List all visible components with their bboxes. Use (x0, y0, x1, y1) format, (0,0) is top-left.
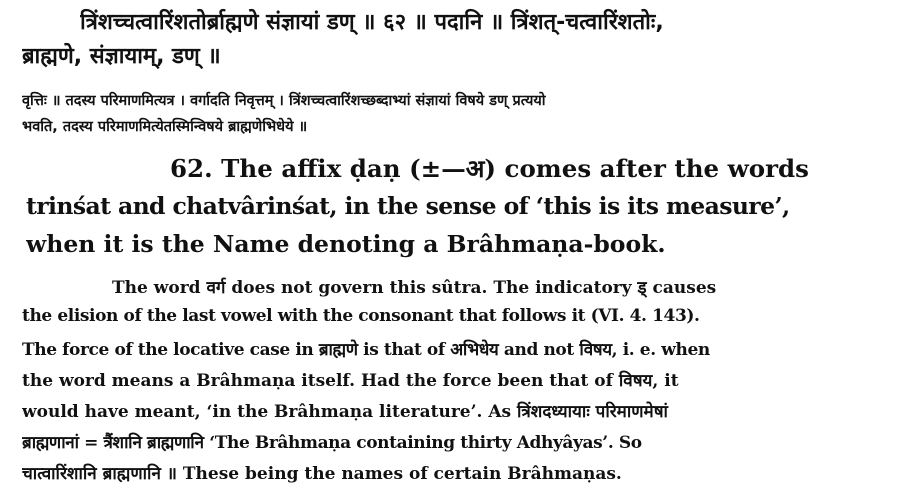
sutra-line-1: त्रिंशच्चत्वारिंशतोर्ब्राह्मणे संज्ञायां डण् ॥ ६२ ॥ पदानि ॥ त्रिंशत्-चत्वारिंशतोः, (80, 10, 664, 35)
commentary-line-6: ब्राह्मणानां = त्रैंशानि ब्राह्मणानि ‘The Brâhmaṇa containing thirty Adhyâyas’. So (22, 433, 642, 453)
translation-line-3: when it is the Name denoting a Brâhmaṇa-book. (26, 230, 666, 258)
vritti-line-2: भवति, तदस्य परिमाणमित्येतस्मिन्विषये ब्राह्मणेभिधेये ॥ (22, 119, 308, 135)
commentary-line-1: The word वर्ग does not govern this sûtra. The indicatory ड् causes (112, 278, 717, 298)
commentary-line-5: would have meant, ‘in the Brâhmaṇa literature’. As त्रिंशदध्यायाः परिमाणमेषां (22, 402, 668, 422)
commentary-line-3: The force of the locative case in ब्राह्मणे is that of अभिधेय and not विषय, i. e. when (22, 340, 710, 360)
commentary-line-7: चात्वारिंशानि ब्राह्मणानि ॥ These being the names of certain Brâhmaṇas. (22, 464, 622, 484)
translation-line-2: trinśat and chatvârinśat, in the sense of ‘this is its measure’, (26, 192, 790, 220)
translation-line-1: 62. The affix ḍaṇ (±—अ) comes after the words (170, 154, 809, 183)
commentary-line-4: the word means a Brâhmaṇa itself. Had the force been that of विषय, it (22, 371, 679, 391)
sutra-line-2: ब्राह्मणे, संज्ञायाम्, डण् ॥ (22, 44, 221, 69)
commentary-line-2: the elision of the last vowel with the consonant that follows it (VI. 4. 143). (22, 306, 700, 326)
vritti-line-1: वृत्तिः ॥ तदस्य परिमाणमित्यत्र । वर्गादति निवृत्तम् । त्रिंशच्चत्वारिंशच्छब्दाभ्यां संज्ञायां विषये डण् प्रत्ययो (22, 93, 546, 109)
